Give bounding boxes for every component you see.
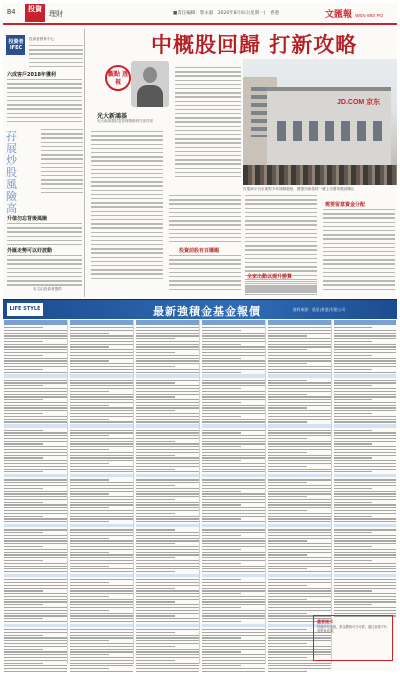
notice-body: 投資涉及風險，基金價格可升可跌，過往表現不代表將來表現。: [317, 625, 388, 634]
newspaper-page: [3, 3, 397, 671]
fund-price-table: [3, 320, 397, 664]
article-body-col-2b: [169, 255, 241, 293]
section-subtitle: 理財: [49, 10, 63, 18]
vertical-title: 孖 展 炒 股 風 險 高: [6, 130, 18, 215]
fund-table-title: 最新強積金基金報價: [153, 305, 261, 318]
subheading-1: 投資前股有百隱題: [179, 248, 220, 254]
risk-notice: [313, 615, 393, 661]
body-margin: [41, 129, 83, 196]
fund-column-5: [268, 320, 332, 664]
body-forex: [7, 255, 82, 289]
column-badge: 觀點 透視: [105, 65, 131, 91]
photo-sign: JD.COM 京东: [337, 99, 381, 106]
columnist-firm: 光大新鴻基財富管理策略研究部首席: [97, 119, 153, 123]
article-body-col-3b: [245, 281, 317, 298]
photo-crowd: [243, 165, 397, 185]
columnist-photo: [131, 61, 169, 107]
sponsor-logo: LIFE STYLE: [7, 303, 43, 316]
section-title: 投資: [25, 4, 45, 22]
fund-column-2: [70, 320, 134, 664]
article-body-col-2: [169, 195, 241, 245]
body-appreciation: [7, 223, 82, 248]
heading-appreciation: 升值勿忘背後風險: [7, 216, 48, 222]
brand-text: 投資者教育中心: [29, 37, 55, 41]
page-header: [3, 3, 397, 25]
headline: 中概股回歸 打新攻略: [151, 32, 358, 57]
fund-table-header: [3, 299, 397, 319]
footer-note: 本文由投資者提供: [33, 287, 62, 291]
edition-info: ■責任編輯：黎永毅 2020年8月6日(星期一) 香港: [173, 11, 279, 16]
fund-column-1: [4, 320, 68, 664]
columnist-name: 光大新鴻基: [97, 113, 128, 120]
subheading-3: 全家出動以提升勝算: [247, 274, 293, 280]
article-body-col-4: [323, 209, 395, 293]
brand-name: 投資者 IFEC: [8, 39, 24, 51]
heading-profit: 六成客戶2018年獲利: [7, 72, 56, 78]
article-body-col-1: [91, 131, 163, 282]
page-number: B4: [7, 8, 16, 16]
photo-caption: 在電商平台京東對今年回歸港股，獲強烈會員呼一號上市獲得強勁關注: [243, 187, 355, 191]
paper-logo: 文匯報 WEN WEI PO: [325, 10, 384, 20]
fund-table-note: 資料來源：晨星(香港)有限公司: [293, 307, 346, 312]
columnist-block: [91, 59, 173, 125]
photo-building: [267, 87, 391, 167]
article-photo: [243, 59, 397, 185]
notice-title: 重要提示: [317, 619, 333, 624]
fund-column-6: [334, 320, 396, 664]
heading-forex: 外匯走勢可以好波動: [7, 248, 53, 254]
fund-column-3: [136, 320, 200, 664]
body-profit: [7, 79, 82, 125]
subheading-2: 需要留意資金分配: [325, 202, 366, 208]
brand-body: [29, 45, 83, 70]
left-column: [3, 29, 85, 297]
fund-column-4: [202, 320, 266, 664]
article-intro: [175, 67, 241, 180]
